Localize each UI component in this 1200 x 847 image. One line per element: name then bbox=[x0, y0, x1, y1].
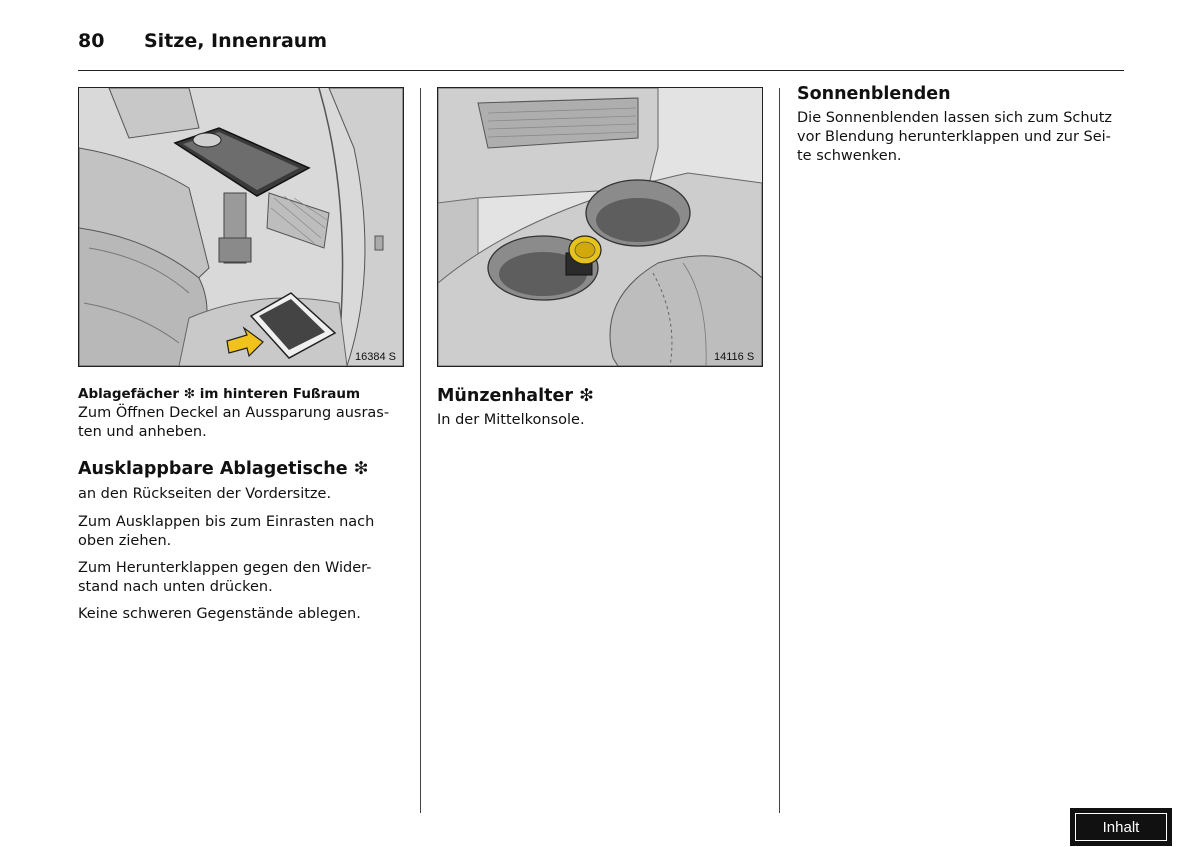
coin-text: In der Mittelkonsole. bbox=[437, 412, 585, 428]
section-title: Sitze, Innenraum bbox=[144, 30, 328, 52]
text-line: Zum Ausklappen bis zum Einrasten nach bbox=[78, 514, 375, 530]
coin-holder-illustration bbox=[438, 88, 762, 366]
figure-coin-holder bbox=[437, 87, 763, 367]
figure-rear-storage bbox=[78, 87, 404, 367]
page-header bbox=[78, 30, 1124, 71]
text-line: Zum Öffnen Deckel an Aussparung ausras- bbox=[78, 405, 390, 421]
text-line: stand nach unten drücken. bbox=[78, 579, 273, 595]
inhalt-label: Inhalt bbox=[1075, 813, 1167, 841]
text-line: vor Blendung herunterklappen und zur Sei- bbox=[797, 129, 1111, 145]
sun-heading: Sonnenblenden bbox=[797, 84, 951, 104]
figure-number: 14116 S bbox=[714, 351, 755, 363]
storage-text bbox=[78, 404, 408, 442]
figure-number: 16384 S bbox=[355, 351, 396, 363]
inhalt-button[interactable] bbox=[1070, 808, 1172, 846]
tables-intro: an den Rückseiten der Vordersitze. bbox=[78, 486, 332, 502]
text-line: Zum Herunterklappen gegen den Wider- bbox=[78, 560, 372, 576]
sun-text bbox=[797, 109, 1137, 166]
rear-storage-illustration bbox=[79, 88, 403, 366]
text-line: ten und anheben. bbox=[78, 424, 207, 440]
text-line: Die Sonnenblenden lassen sich zum Schutz bbox=[797, 110, 1113, 126]
tables-para-3: Keine schweren Gegenstände ablegen. bbox=[78, 606, 361, 622]
page-number: 80 bbox=[78, 30, 105, 52]
storage-heading: Ablagefächer ❇ im hinteren Fußraum bbox=[78, 386, 361, 402]
coin-heading: Münzenhalter ❇ bbox=[437, 386, 594, 406]
text-line: te schwenken. bbox=[797, 148, 902, 164]
column-divider-right bbox=[779, 88, 780, 813]
tables-heading: Ausklappbare Ablagetische ❇ bbox=[78, 459, 369, 479]
tables-para-1 bbox=[78, 513, 408, 551]
text-line: oben ziehen. bbox=[78, 533, 172, 549]
tables-para-2 bbox=[78, 559, 408, 597]
column-divider-left bbox=[420, 88, 421, 813]
